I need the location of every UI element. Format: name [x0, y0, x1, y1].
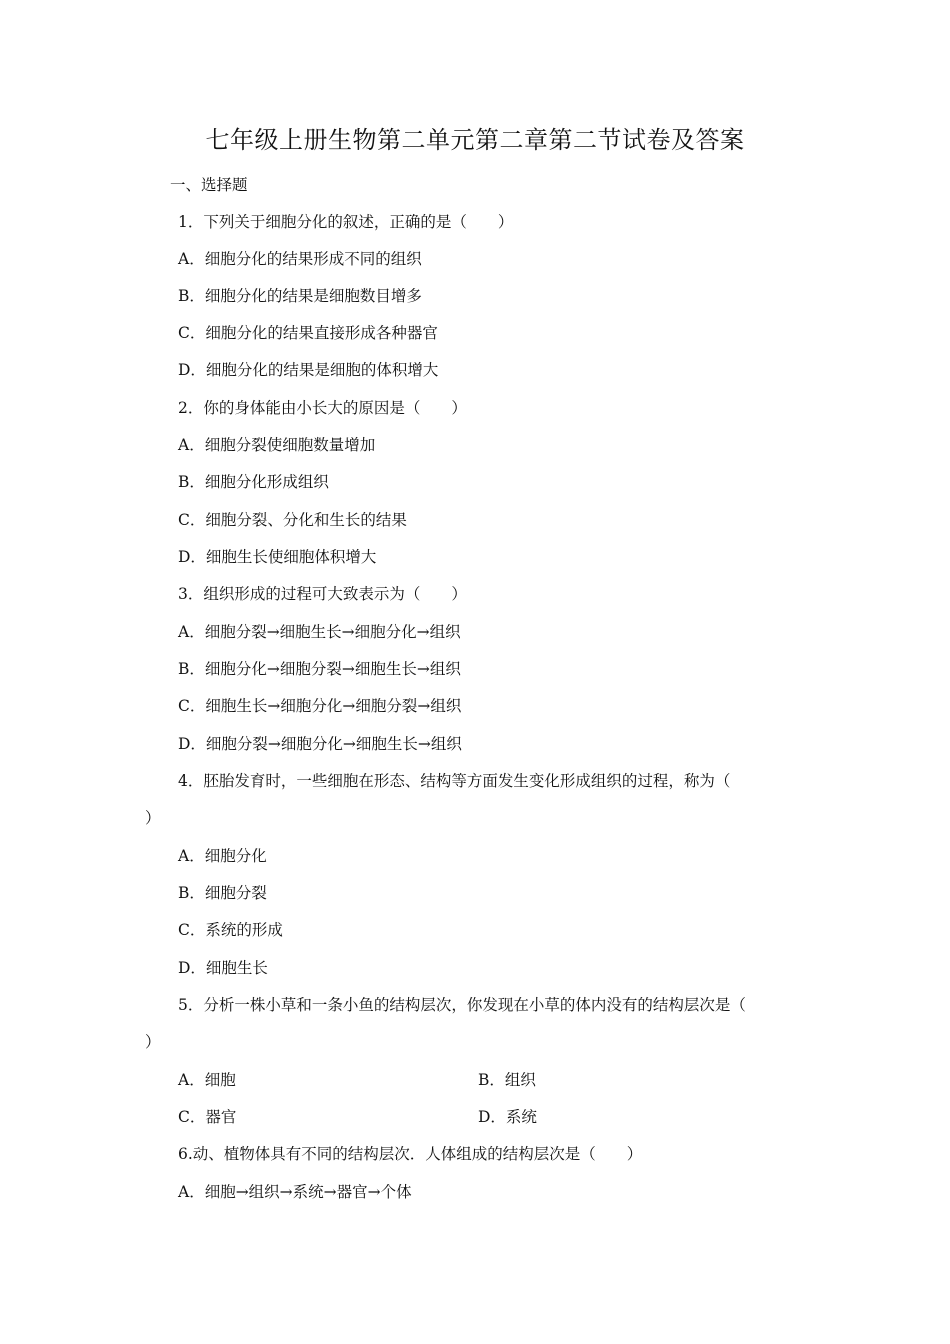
question-1-stem: 1．下列关于细胞分化的叙述，正确的是（ ） — [178, 213, 514, 231]
question-3-option-c: C．细胞生长→细胞分化→细胞分裂→组织 — [178, 697, 462, 715]
question-3-option-b: B．细胞分化→细胞分裂→细胞生长→组织 — [178, 660, 461, 678]
question-1-option-a: A．细胞分化的结果形成不同的组织 — [178, 250, 422, 268]
question-5-option-a: A．细胞 — [178, 1071, 236, 1089]
question-4-option-a: A．细胞分化 — [178, 847, 267, 865]
question-5-option-b: B．组织 — [478, 1071, 536, 1089]
question-4-option-d: D．细胞生长 — [178, 959, 268, 977]
question-5-option-d: D．系统 — [478, 1108, 537, 1126]
question-2-stem: 2．你的身体能由小长大的原因是（ ） — [178, 399, 467, 417]
question-5-option-c: C．器官 — [178, 1108, 237, 1126]
question-4-option-b: B．细胞分裂 — [178, 884, 267, 902]
question-6-option-a: A．细胞→组织→系统→器官→个体 — [178, 1183, 412, 1201]
question-1-option-b: B．细胞分化的结果是细胞数目增多 — [178, 287, 422, 305]
question-6-stem: 6.动、植物体具有不同的结构层次．人体组成的结构层次是（ ） — [178, 1145, 643, 1163]
question-4-stem: 4．胚胎发育时，一些细胞在形态、结构等方面发生变化形成组织的过程，称为（ — [178, 772, 731, 790]
question-5-stem-continuation: ） — [145, 1033, 161, 1051]
page-title: 七年级上册生物第二单元第二章第二节试卷及答案 — [205, 126, 745, 154]
question-2-option-b: B．细胞分化形成组织 — [178, 473, 329, 491]
question-3-stem: 3．组织形成的过程可大致表示为（ ） — [178, 585, 467, 603]
question-2-option-d: D．细胞生长使细胞体积增大 — [178, 548, 377, 566]
question-2-option-c: C．细胞分裂、分化和生长的结果 — [178, 511, 407, 529]
section-heading: 一、选择题 — [170, 176, 248, 194]
question-5-stem: 5．分析一株小草和一条小鱼的结构层次，你发现在小草的体内没有的结构层次是（ — [178, 996, 746, 1014]
question-4-option-c: C．系统的形成 — [178, 921, 283, 939]
question-4-stem-continuation: ） — [145, 809, 161, 827]
question-1-option-d: D．细胞分化的结果是细胞的体积增大 — [178, 361, 439, 379]
question-2-option-a: A．细胞分裂使细胞数量增加 — [178, 436, 376, 454]
question-3-option-a: A．细胞分裂→细胞生长→细胞分化→组织 — [178, 623, 461, 641]
question-3-option-d: D．细胞分裂→细胞分化→细胞生长→组织 — [178, 735, 462, 753]
question-1-option-c: C．细胞分化的结果直接形成各种器官 — [178, 324, 438, 342]
